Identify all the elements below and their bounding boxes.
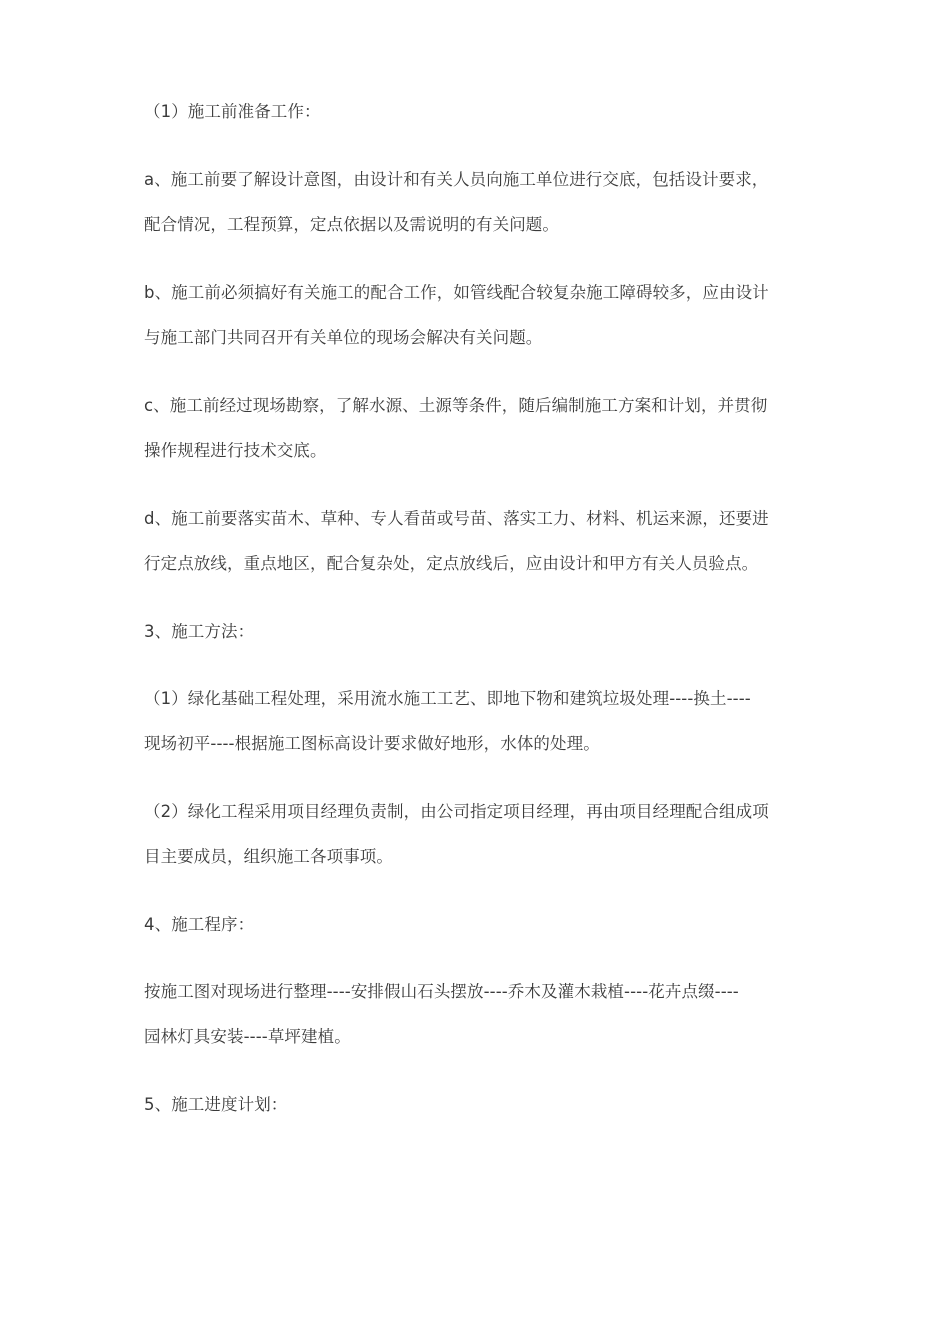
paragraph-line: b、施工前必须搞好有关施工的配合工作，如管线配合较复杂施工障碍较多，应由设计 (144, 283, 769, 302)
paragraph-line: c、施工前经过现场勘察，了解水源、土源等条件，随后编制施工方案和计划，并贯彻 (144, 396, 768, 415)
section-heading: 3、施工方法： (144, 622, 255, 641)
paragraph-line: 目主要成员，组织施工各项事项。 (144, 847, 393, 866)
paragraph-line: 与施工部门共同召开有关单位的现场会解决有关问题。 (144, 328, 543, 347)
paragraph-line: （1）施工前准备工作： (144, 102, 321, 121)
paragraph-line: 园林灯具安装----草坪建植。 (144, 1027, 351, 1046)
section-heading: 4、施工程序： (144, 915, 255, 934)
paragraph-line: 配合情况，工程预算，定点依据以及需说明的有关问题。 (144, 215, 559, 234)
paragraph-line: 操作规程进行技术交底。 (144, 441, 327, 460)
paragraph-line: a、施工前要了解设计意图，由设计和有关人员向施工单位进行交底，包括设计要求， (144, 170, 769, 189)
paragraph-line: d、施工前要落实苗木、草种、专人看苗或号苗、落实工力、材料、机运来源，还要进 (144, 509, 769, 528)
paragraph-line: （2）绿化工程采用项目经理负责制，由公司指定项目经理，再由项目经理配合组成项 (144, 802, 769, 821)
paragraph-line: 现场初平----根据施工图标高设计要求做好地形，水体的处理。 (144, 734, 600, 753)
paragraph-line: 按施工图对现场进行整理----安排假山石头摆放----乔木及灌木栽植----花卉点缀---- (144, 982, 739, 1001)
paragraph-line: 行定点放线，重点地区，配合复杂处，定点放线后，应由设计和甲方有关人员验点。 (144, 554, 759, 573)
section-heading: 5、施工进度计划： (144, 1095, 288, 1114)
paragraph-line: （1）绿化基础工程处理，采用流水施工工艺、即地下物和建筑垃圾处理----换土---- (144, 689, 751, 708)
